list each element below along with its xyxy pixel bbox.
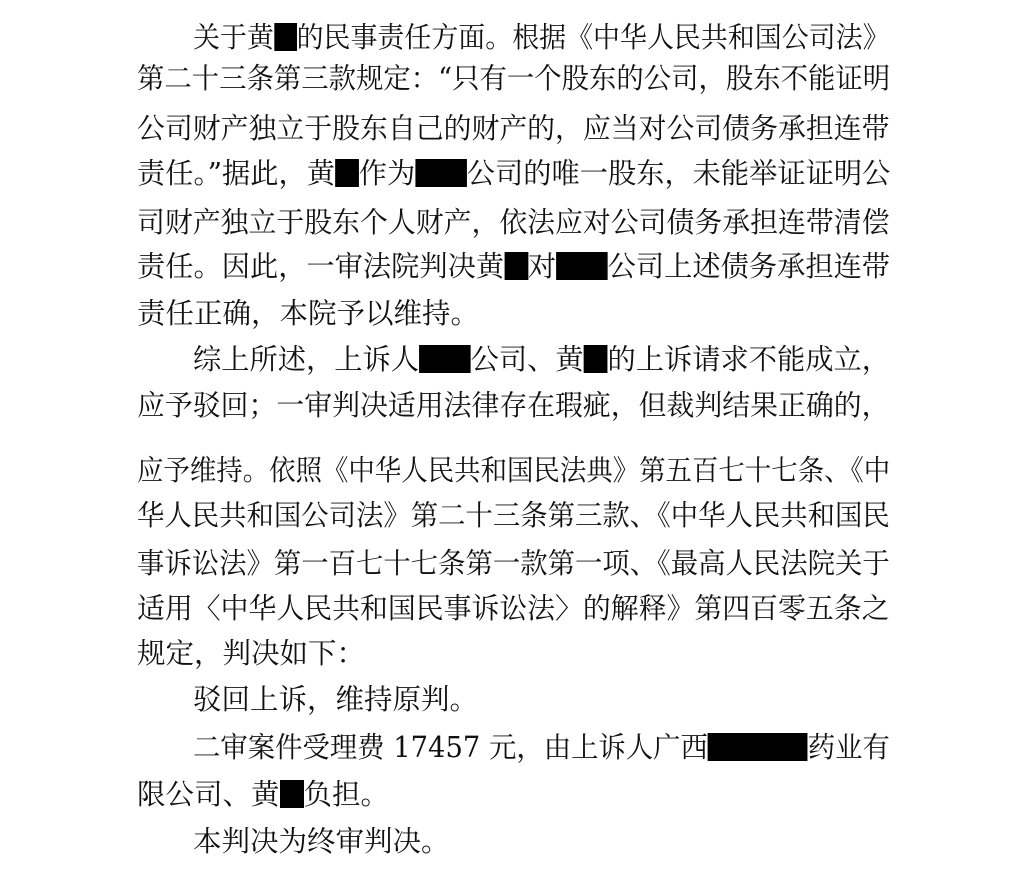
text-line-13: 适用〈中华人民共和国民事诉讼法〉的解释》第四百零五条之 [137,592,890,625]
redaction-block [584,345,608,373]
text-line-11: 华人民共和国公司法》第二十三条第三款、《中华人民共和国民 [137,499,890,532]
redaction-block [556,252,608,280]
text-line-10: 应予维持。依照《中华人民共和国民法典》第五百七十七条、《中 [137,454,891,487]
text-line-3: 公司财产独立于股东自己的财产的，应当对公司债务承担连带 [137,112,890,145]
text-line-5: 司财产独立于股东个人财产，依法应对公司债务承担连带清偿 [137,206,890,239]
text-line-18: 本判决为终审判决。 [193,825,450,858]
text-line-16: 二审案件受理费 17457 元，由上诉人广西 药业有 [193,731,890,764]
redaction-block [419,345,471,373]
text-line-6: 责任。因此，一审法院判决黄 对 公司上述债务承担连带 [137,250,891,283]
text-line-4: 责任。”据此，黄 作为 公司的唯一股东，未能举证证明公 [137,157,891,190]
text-line-7: 责任正确，本院予以维持。 [137,297,480,330]
redaction-block [280,780,304,808]
redaction-block [504,252,528,280]
redaction-block [335,159,359,187]
text-line-15: 驳回上诉，维持原判。 [193,683,479,716]
text-line-2: 第二十三条第三款规定：“只有一个股东的公司，股东不能证明 [137,62,891,95]
redaction-block [274,23,297,51]
text-line-14: 规定，判决如下： [137,637,366,670]
text-line-1: 关于黄 的民事责任方面。根据《中华人民共和国公司法》 [193,21,890,54]
redaction-block [415,159,467,187]
text-line-17: 限公司、黄 负担。 [137,778,390,811]
text-line-12: 事诉讼法》第一百七十七条第一款第一项、《最高人民法院关于 [137,547,890,580]
text-line-8: 综上所述，上诉人 公司、黄 的上诉请求不能成立， [193,343,891,376]
text-line-9: 应予驳回；一审判决适用法律存在瑕疵，但裁判结果正确的， [137,389,890,422]
redaction-block [708,733,808,761]
